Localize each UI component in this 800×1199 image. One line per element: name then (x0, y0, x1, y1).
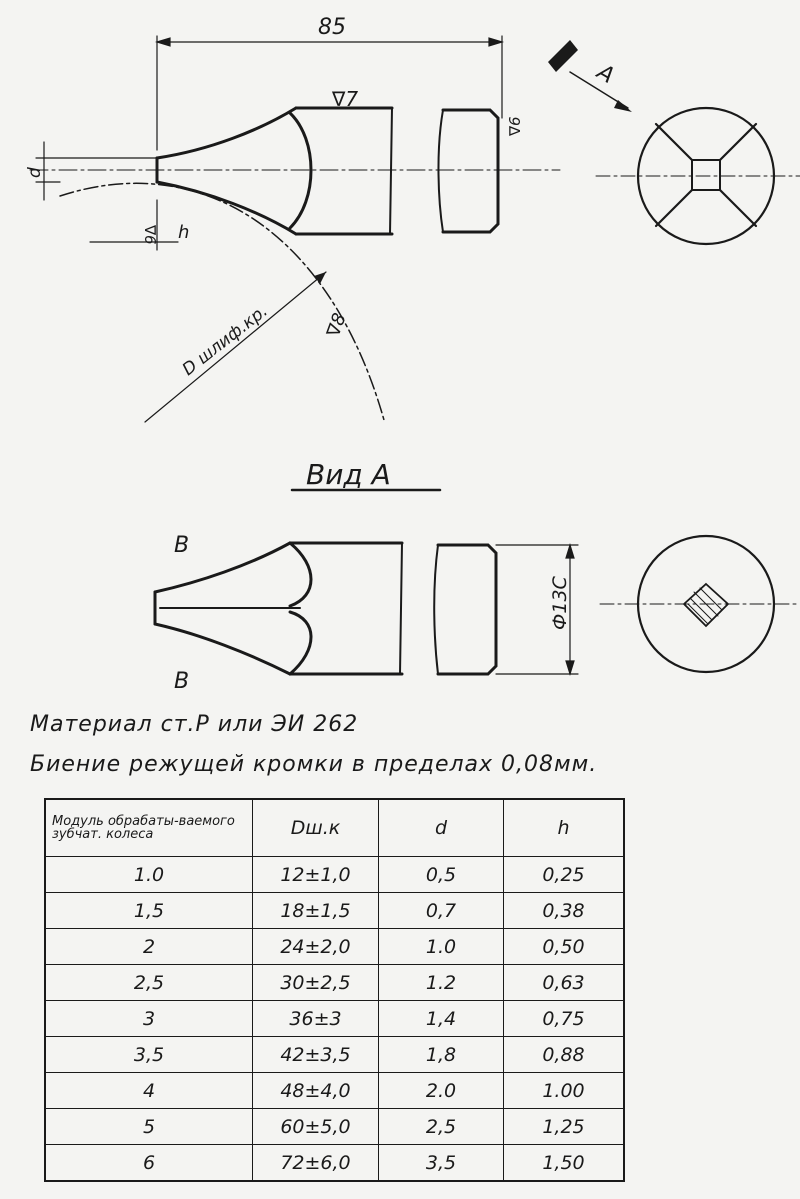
cell-h: 0,88 (504, 1037, 625, 1073)
tool-top-view (155, 543, 496, 674)
section-label-top: B (174, 533, 190, 558)
diameter-label: Ф13С (549, 576, 571, 630)
cell-dshk: 60±5,0 (253, 1109, 379, 1145)
d-dimension (36, 142, 157, 200)
table-row (45, 893, 624, 929)
roughness-left: ∇6 (141, 225, 159, 245)
table-row (45, 965, 624, 1001)
roughness-top: ∇7 (332, 87, 359, 111)
cell-h: 0,75 (504, 1001, 625, 1037)
cell-h: 0,50 (504, 929, 625, 965)
header-module: Модуль обрабаты-ваемого зубчат. колеса (45, 799, 253, 857)
table-row (45, 1037, 624, 1073)
table-header-row (45, 799, 624, 857)
roughness-right: ∇6 (506, 116, 524, 136)
runout-note: Биение режущей кромки в пределах 0,08мм. (30, 752, 598, 777)
tool-side-view (157, 108, 498, 234)
d-label: d (25, 167, 45, 178)
dimensions-table (44, 798, 625, 1182)
cell-d: 1.0 (379, 929, 504, 965)
cell-d: 0,5 (379, 857, 504, 893)
cell-module: 3 (45, 1001, 253, 1037)
cell-module: 3,5 (45, 1037, 253, 1073)
cell-dshk: 72±6,0 (253, 1145, 379, 1182)
wheel-radius-line (145, 272, 326, 422)
cell-dshk: 18±1,5 (253, 893, 379, 929)
cell-h: 1.00 (504, 1073, 625, 1109)
cell-d: 1.2 (379, 965, 504, 1001)
header-h: h (504, 799, 625, 857)
view-arrow-label: A (592, 59, 619, 89)
cell-dshk: 36±3 (253, 1001, 379, 1037)
cell-d: 0,7 (379, 893, 504, 929)
cell-h: 1,50 (504, 1145, 625, 1182)
length-dimension (157, 36, 502, 150)
cell-h: 0,63 (504, 965, 625, 1001)
cell-h: 0,38 (504, 893, 625, 929)
cell-module: 1.0 (45, 857, 253, 893)
cell-module: 2,5 (45, 965, 253, 1001)
wheel-label: D шлиф.кр. (178, 301, 272, 380)
cell-module: 5 (45, 1109, 253, 1145)
cell-dshk: 30±2,5 (253, 965, 379, 1001)
roughness-arc: ∇8 (322, 310, 351, 340)
material-note: Материал ст.Р или ЭИ 262 (30, 712, 359, 737)
cell-d: 1,4 (379, 1001, 504, 1037)
view-title: Вид A (306, 458, 391, 491)
cell-dshk: 24±2,0 (253, 929, 379, 965)
table-row (45, 1001, 624, 1037)
h-dimension (90, 200, 178, 250)
cell-dshk: 12±1,0 (253, 857, 379, 893)
cell-dshk: 48±4,0 (253, 1073, 379, 1109)
cell-d: 2.0 (379, 1073, 504, 1109)
table-row (45, 857, 624, 893)
cell-h: 0,25 (504, 857, 625, 893)
cell-d: 1,8 (379, 1037, 504, 1073)
cell-module: 1,5 (45, 893, 253, 929)
view-arrow-a (548, 40, 632, 112)
table-row (45, 1109, 624, 1145)
cell-d: 2,5 (379, 1109, 504, 1145)
cell-module: 6 (45, 1145, 253, 1182)
table-row (45, 1145, 624, 1182)
length-value: 85 (318, 15, 346, 40)
table-row (45, 929, 624, 965)
header-d: d (379, 799, 504, 857)
cell-module: 2 (45, 929, 253, 965)
cell-h: 1,25 (504, 1109, 625, 1145)
table-row (45, 1073, 624, 1109)
cell-dshk: 42±3,5 (253, 1037, 379, 1073)
cell-d: 3,5 (379, 1145, 504, 1182)
h-label: h (178, 222, 190, 243)
section-label-bottom: B (174, 669, 190, 694)
cell-module: 4 (45, 1073, 253, 1109)
grinding-wheel-arc (60, 183, 384, 420)
header-dshk: Dш.к (253, 799, 379, 857)
